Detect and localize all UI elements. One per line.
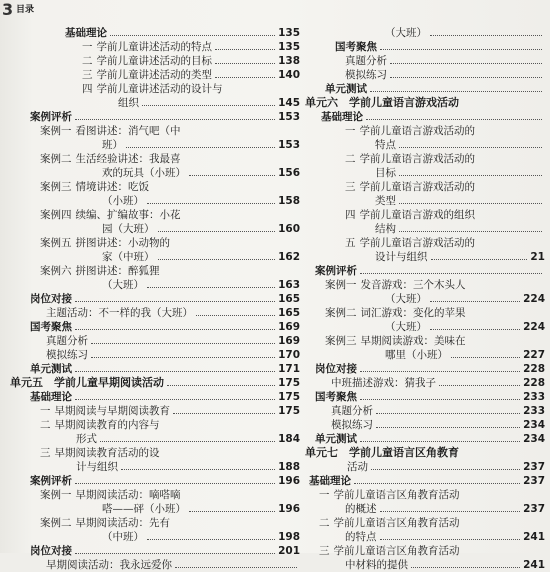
toc-entry-title: 学前儿童语言区角教育活动 [333, 517, 460, 529]
toc-entry-page: 228 [523, 377, 545, 389]
toc-entry [10, 446, 300, 460]
toc-column-right [305, 26, 545, 572]
toc-entry [305, 502, 545, 516]
toc-entry [10, 516, 300, 530]
toc-entry-number: 四 [345, 209, 356, 221]
toc-entry [305, 166, 545, 180]
toc-entry [10, 320, 300, 334]
toc-entry [305, 264, 545, 278]
toc-entry [305, 404, 545, 418]
toc-entry-page: 201 [278, 545, 300, 557]
toc-entry-title: （大班） [385, 293, 427, 305]
toc-entry-title: 早期阅读活动：嘀嗒嘀 [75, 489, 181, 501]
toc-entry-number: 案例四 [40, 209, 72, 221]
toc-entry [10, 334, 300, 348]
toc-entry-title: 生活经验讲述：我最喜 [75, 153, 181, 165]
toc-entry [305, 180, 545, 194]
toc-entry-title: 案例评析 [30, 111, 72, 123]
toc-entry-page: 138 [278, 55, 300, 67]
toc-entry [10, 460, 300, 474]
toc-entry [10, 306, 300, 320]
toc-entry [10, 278, 300, 292]
toc-leader-dots [147, 278, 275, 288]
toc-entry [10, 418, 300, 432]
toc-entry-title: 基础理论 [309, 475, 351, 487]
toc-entry-page: 241 [523, 559, 545, 571]
toc-entry-title: 单元六 学前儿童语言游戏活动 [305, 96, 459, 109]
toc-entry-title: 单元测试 [325, 83, 367, 95]
toc-entry-page: 233 [523, 391, 545, 403]
toc-entry-title: （小班） [102, 195, 144, 207]
toc-entry-title: 基础理论 [321, 111, 363, 123]
toc-entry [10, 362, 300, 376]
toc-entry [305, 236, 545, 250]
toc-leader-dots [142, 96, 275, 106]
toc-entry-title: 岗位对接 [315, 363, 357, 375]
toc-entry-title: 嗒——砰（小班） [102, 503, 186, 515]
toc-entry-title: 早期阅读游戏：美味在 [360, 335, 466, 347]
toc-entry [305, 376, 545, 390]
toc-entry-page: 153 [278, 139, 300, 151]
toc-entry [10, 222, 300, 236]
toc-entry-page: 153 [278, 111, 300, 123]
toc-entry [10, 390, 300, 404]
toc-entry [305, 418, 545, 432]
toc-entry [305, 208, 545, 222]
toc-entry-page: 158 [278, 195, 300, 207]
toc-entry-title: （大班） [385, 321, 427, 333]
toc-entry-page: 165 [278, 307, 300, 319]
toc-leader-dots [75, 474, 275, 484]
toc-entry-number: 案例一 [40, 489, 72, 501]
toc-leader-dots [360, 264, 542, 274]
toc-entry-title: 续编、扩编故事：小花 [75, 209, 181, 221]
toc-entry-number: 案例二 [40, 153, 72, 165]
toc-entry-title: 学前儿童语言区角教育活动 [333, 489, 460, 501]
toc-entry-page: 163 [278, 279, 300, 291]
toc-entry-page: 234 [523, 433, 545, 445]
toc-entry [10, 166, 300, 180]
toc-entry-title: 早期阅读教育活动的设 [54, 447, 160, 459]
toc-entry [10, 544, 300, 558]
toc-entry [10, 96, 300, 110]
toc-entry-number: 三 [40, 447, 51, 459]
toc-entry-page: 237 [523, 461, 545, 473]
toc-entry [10, 208, 300, 222]
toc-entry [10, 236, 300, 250]
toc-entry-title: 情境讲述：吃饭 [75, 181, 149, 193]
toc-entry [305, 194, 545, 208]
toc-leader-dots [215, 68, 275, 78]
toc-leader-dots [75, 390, 275, 400]
toc-entry [305, 334, 545, 348]
toc-entry-title: 单元测试 [30, 363, 72, 375]
toc-entry [10, 180, 300, 194]
toc-entry-page: 175 [278, 377, 300, 389]
toc-entry-title: 看图讲述：消气吧（中 [75, 125, 181, 137]
toc-entry-page: 145 [278, 97, 300, 109]
toc-entry-title: 学前儿童讲述活动的设计与 [96, 83, 223, 95]
toc-entry [305, 124, 545, 138]
toc-entry-title: 班） [102, 139, 123, 151]
toc-entry-title: 模拟练习 [345, 69, 387, 81]
toc-leader-dots [167, 376, 275, 386]
toc-entry [10, 502, 300, 516]
toc-entry-title: 词汇游戏：变化的苹果 [360, 307, 466, 319]
toc-entry-number: 案例三 [40, 181, 72, 193]
toc-entry-number: 案例三 [325, 335, 357, 347]
toc-entry-number: 案例五 [40, 237, 72, 249]
toc-leader-dots [75, 320, 275, 330]
toc-leader-dots [175, 558, 297, 568]
toc-entry-number: 案例一 [40, 125, 72, 137]
toc-entry-title: 目标 [375, 167, 396, 179]
toc-entry [305, 82, 545, 96]
toc-entry-title: 活动 [347, 461, 368, 473]
toc-entry-title: 早期阅读活动：先有 [75, 517, 170, 529]
toc-entry-title: 学前儿童语言游戏的组织 [359, 209, 475, 221]
toc-entry [305, 544, 545, 558]
toc-entry-title: 真题分析 [331, 405, 373, 417]
toc-entry-page: 196 [278, 475, 300, 487]
toc-entry-page: 196 [278, 503, 300, 515]
toc-entry-page: 227 [523, 349, 545, 361]
toc-entry-number: 二 [82, 55, 93, 67]
toc-leader-dots [215, 54, 275, 64]
toc-entry [305, 138, 545, 152]
toc-entry-page: 140 [278, 69, 300, 81]
toc-entry-title: 学前儿童语言游戏活动的 [359, 153, 475, 165]
toc-leader-dots [121, 460, 275, 470]
toc-entry [305, 54, 545, 68]
toc-leader-dots [75, 110, 275, 120]
toc-entry [10, 292, 300, 306]
toc-leader-dots [75, 292, 275, 302]
toc-entry-title: 国考聚焦 [315, 391, 357, 403]
toc-leader-dots [399, 138, 542, 148]
toc-entry-title: 的概述 [345, 503, 377, 515]
toc-entry-title: 学前儿童讲述活动的类型 [96, 69, 212, 81]
running-header-title: 目录 [16, 5, 35, 15]
toc-entry-title: 基础理论 [65, 27, 107, 39]
toc-entry-title: 单元测试 [315, 433, 357, 445]
toc-entry [305, 446, 545, 460]
toc-entry-page: 224 [523, 293, 545, 305]
toc-entry [305, 516, 545, 530]
toc-entry-title: 特点 [375, 139, 396, 151]
toc-entry-page: 237 [523, 475, 545, 487]
toc-entry [10, 194, 300, 208]
toc-entry-page: 162 [278, 251, 300, 263]
toc-entry-number: 案例一 [325, 279, 357, 291]
toc-entry-page: 188 [278, 461, 300, 473]
toc-leader-dots [370, 82, 542, 92]
toc-entry-number: 二 [319, 517, 330, 529]
toc-entry-title: 学前儿童讲述活动的目标 [96, 55, 212, 67]
toc-entry [305, 306, 545, 320]
toc-entry [10, 558, 300, 572]
toc-entry [305, 292, 545, 306]
toc-entry-title: 园（大班） [102, 223, 155, 235]
toc-entry [305, 530, 545, 544]
toc-entry-title: 单元五 学前儿童早期阅读活动 [10, 376, 164, 389]
toc-entry-page: 233 [523, 405, 545, 417]
toc-entry-page: 160 [278, 223, 300, 235]
toc-entry-page: 237 [523, 503, 545, 515]
toc-entry-number: 一 [40, 405, 51, 417]
toc-entry [10, 404, 300, 418]
toc-entry-number: 一 [345, 125, 356, 137]
toc-leader-dots [430, 320, 520, 330]
toc-entry [305, 558, 545, 572]
toc-entry-page: 165 [278, 293, 300, 305]
toc-entry [10, 138, 300, 152]
toc-entry [305, 320, 545, 334]
toc-entry [305, 432, 545, 446]
toc-entry-title: 国考聚焦 [335, 41, 377, 53]
toc-leader-dots [91, 334, 275, 344]
toc-entry-title: 形式 [76, 433, 97, 445]
toc-entry [10, 488, 300, 502]
toc-entry [10, 124, 300, 138]
toc-leader-dots [189, 502, 275, 512]
toc-entry [305, 460, 545, 474]
toc-entry [305, 110, 545, 124]
toc-entry-title: 中材料的提供 [345, 559, 408, 571]
toc-entry-page: 156 [278, 167, 300, 179]
toc-entry [305, 474, 545, 488]
toc-entry [305, 26, 545, 40]
toc-entry-title: 学前儿童语言区角教育活动 [333, 545, 460, 557]
toc-leader-dots [360, 362, 520, 372]
toc-entry-page: 228 [523, 363, 545, 375]
toc-leader-dots [380, 40, 542, 50]
toc-entry-number: 二 [40, 419, 51, 431]
toc-entry-title: 计与组织 [76, 461, 118, 473]
toc-entry-title: 中班描述游戏：猜我子 [331, 377, 436, 389]
toc-leader-dots [158, 222, 276, 232]
toc-entry-page: 234 [523, 419, 545, 431]
toc-entry-number: 四 [82, 83, 93, 95]
toc-entry-title: 基础理论 [30, 391, 72, 403]
toc-leader-dots [411, 558, 520, 568]
toc-entry-page: 170 [278, 349, 300, 361]
toc-leader-dots [91, 348, 275, 358]
toc-leader-dots [399, 222, 542, 232]
toc-entry [305, 390, 545, 404]
toc-leader-dots [354, 474, 520, 484]
toc-entry-title: 早期阅读教育的内容与 [54, 419, 160, 431]
toc-entry-title: 拼图讲述：醉狐狸 [75, 265, 160, 277]
toc-entry-title: 早期阅读与早期阅读教育 [54, 405, 170, 417]
toc-entry-title: 岗位对接 [30, 545, 72, 557]
toc-entry [10, 376, 300, 390]
toc-entry-title: 早期阅读活动：我永远爱你 [46, 559, 172, 571]
toc-leader-dots [360, 390, 520, 400]
toc-entry-title: 的特点 [345, 531, 377, 543]
toc-entry-title: 学前儿童讲述活动的特点 [96, 41, 212, 53]
toc-entry-page: 198 [278, 531, 300, 543]
toc-entry-title: 结构 [375, 223, 396, 235]
toc-entry [305, 68, 545, 82]
toc-entry-title: 岗位对接 [30, 293, 72, 305]
toc-entry-number: 五 [345, 237, 356, 249]
toc-leader-dots [360, 432, 520, 442]
toc-entry-number: 三 [345, 181, 356, 193]
toc-entry-page: 224 [523, 321, 545, 333]
toc-entry-title: 主题活动：不一样的我（大班） [46, 307, 193, 319]
toc-leader-dots [430, 292, 520, 302]
toc-entry-page: 175 [278, 405, 300, 417]
toc-entry-title: 真题分析 [345, 55, 387, 67]
toc-entry-title: 欢的玩具（小班） [102, 167, 186, 179]
toc-entry-title: 学前儿童语言游戏活动的 [359, 181, 475, 193]
toc-entry-page: 184 [278, 433, 300, 445]
toc-entry [305, 278, 545, 292]
toc-leader-dots [431, 250, 528, 260]
toc-leader-dots [399, 194, 542, 204]
toc-entry [305, 362, 545, 376]
toc-entry-title: 拼图讲述：小动物的 [75, 237, 170, 249]
toc-entry [10, 432, 300, 446]
toc-leader-dots [147, 194, 275, 204]
toc-leader-dots [376, 418, 520, 428]
toc-entry [10, 348, 300, 362]
toc-entry [10, 250, 300, 264]
toc-entry-title: 模拟练习 [46, 349, 88, 361]
toc-leader-dots [371, 460, 520, 470]
toc-entry-page: 171 [278, 363, 300, 375]
toc-leader-dots [196, 306, 275, 316]
toc-entry-number: 案例六 [40, 265, 72, 277]
toc-entry-title: 单元七 学前儿童语言区角教育 [305, 446, 459, 459]
toc-entry-title: （大班） [102, 279, 144, 291]
toc-entry-page: 175 [278, 391, 300, 403]
toc-entry [10, 264, 300, 278]
toc-entry-page: 169 [278, 335, 300, 347]
toc-entry-title: 案例评析 [30, 475, 72, 487]
toc-entry-number: 一 [82, 41, 93, 53]
toc-leader-dots [126, 138, 275, 148]
toc-entry-title: 类型 [375, 195, 396, 207]
toc-entry [10, 26, 300, 40]
toc-leader-dots [366, 110, 542, 120]
toc-entry [305, 40, 545, 54]
toc-leader-dots [451, 348, 520, 358]
toc-entry-number: 一 [319, 489, 330, 501]
toc-entry-number: 案例二 [40, 517, 72, 529]
toc-leader-dots [380, 530, 521, 540]
toc-entry-page: 135 [278, 27, 300, 39]
toc-entry-title: 案例评析 [315, 265, 357, 277]
toc-entry-title: （中班） [102, 531, 144, 543]
toc-entry-title: 模拟练习 [331, 419, 373, 431]
toc-leader-dots [215, 40, 275, 50]
toc-entry [305, 96, 545, 110]
toc-entry [10, 54, 300, 68]
toc-entry-number: 二 [345, 153, 356, 165]
toc-entry-title: 学前儿童语言游戏活动的 [359, 125, 475, 137]
toc-leader-dots [399, 166, 542, 176]
toc-entry-title: 发音游戏：三个木头人 [360, 279, 466, 291]
toc-entry-number: 三 [82, 69, 93, 81]
toc-entry-number: 案例二 [325, 307, 357, 319]
toc-leader-dots [380, 502, 521, 512]
toc-entry [305, 488, 545, 502]
toc-entry-title: 哪里（小班） [385, 349, 448, 361]
toc-entry-page: 21 [530, 251, 545, 263]
toc-entry-title: 学前儿童语言游戏活动的 [359, 237, 475, 249]
toc-entry [305, 222, 545, 236]
toc-leader-dots [390, 68, 542, 78]
toc-entry [10, 530, 300, 544]
toc-entry [10, 68, 300, 82]
toc-column-left [10, 26, 300, 572]
toc-leader-dots [158, 250, 276, 260]
toc-entry [10, 110, 300, 124]
page-number-mark: 3 [2, 0, 14, 19]
toc-entry-number: 三 [319, 545, 330, 557]
toc-leader-dots [75, 362, 275, 372]
toc-leader-dots [376, 404, 520, 414]
toc-entry [10, 474, 300, 488]
toc-entry-page: 241 [523, 531, 545, 543]
toc-entry-title: （大班） [385, 27, 427, 39]
toc-leader-dots [173, 404, 275, 414]
toc-entry [10, 82, 300, 96]
toc-leader-dots [189, 166, 275, 176]
toc-leader-dots [439, 376, 520, 386]
toc-entry [305, 152, 545, 166]
toc-entry-title: 家（中班） [102, 251, 155, 263]
toc-entry [10, 40, 300, 54]
toc-leader-dots [110, 26, 275, 36]
toc-leader-dots [100, 432, 275, 442]
toc-entry-page: 135 [278, 41, 300, 53]
toc-entry-title: 国考聚焦 [30, 321, 72, 333]
toc-entry [305, 250, 545, 264]
toc-entry-title: 真题分析 [46, 335, 88, 347]
toc-entry-title: 设计与组织 [375, 251, 428, 263]
toc-entry-title: 组织 [118, 97, 139, 109]
toc-leader-dots [390, 54, 542, 64]
toc-entry [10, 152, 300, 166]
toc-leader-dots [430, 26, 542, 36]
toc-leader-dots [147, 530, 275, 540]
toc-entry [305, 348, 545, 362]
toc-entry-page: 169 [278, 321, 300, 333]
